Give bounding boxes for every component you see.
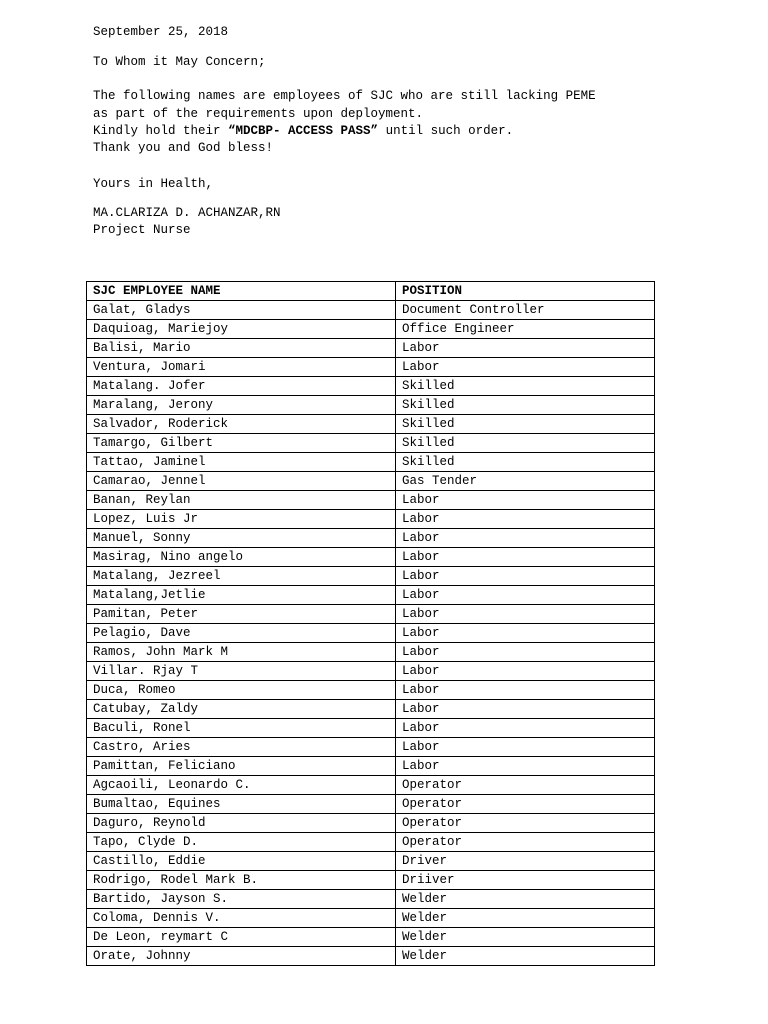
letter-body-line-2: as part of the requirements upon deployment. <box>93 107 424 121</box>
employee-name-cell: Pamittan, Feliciano <box>87 757 396 776</box>
employee-name-cell: Castro, Aries <box>87 738 396 757</box>
header-employee-name: SJC EMPLOYEE NAME <box>87 282 396 301</box>
table-row <box>87 396 655 415</box>
employee-name-cell: Balisi, Mario <box>87 339 396 358</box>
table-row <box>87 643 655 662</box>
position-cell: Labor <box>396 738 655 757</box>
position-cell: Labor <box>396 548 655 567</box>
employee-name-cell: Camarao, Jennel <box>87 472 396 491</box>
table-row <box>87 624 655 643</box>
table-row <box>87 529 655 548</box>
employee-name-cell: Daguro, Reynold <box>87 814 396 833</box>
position-cell: Driiver <box>396 871 655 890</box>
employee-name-cell: Agcaoili, Leonardo C. <box>87 776 396 795</box>
employee-name-cell: Catubay, Zaldy <box>87 700 396 719</box>
table-header-row <box>87 282 655 301</box>
position-cell: Operator <box>396 833 655 852</box>
position-cell: Labor <box>396 719 655 738</box>
employee-name-cell: Ramos, John Mark M <box>87 643 396 662</box>
employee-name-cell: Coloma, Dennis V. <box>87 909 396 928</box>
position-cell: Welder <box>396 928 655 947</box>
position-cell: Skilled <box>396 415 655 434</box>
position-cell: Operator <box>396 814 655 833</box>
position-cell: Skilled <box>396 396 655 415</box>
table-row <box>87 662 655 681</box>
table-row <box>87 890 655 909</box>
position-cell: Office Engineer <box>396 320 655 339</box>
table-row <box>87 301 655 320</box>
employee-name-cell: Matalang. Jofer <box>87 377 396 396</box>
employee-name-cell: Salvador, Roderick <box>87 415 396 434</box>
table-row <box>87 586 655 605</box>
signatory-name: MA.CLARIZA D. ACHANZAR,RN <box>93 206 281 220</box>
table-row <box>87 605 655 624</box>
position-cell: Operator <box>396 795 655 814</box>
position-cell: Labor <box>396 624 655 643</box>
table-row <box>87 681 655 700</box>
table-row <box>87 871 655 890</box>
table-row <box>87 472 655 491</box>
employee-name-cell: Manuel, Sonny <box>87 529 396 548</box>
table-row <box>87 567 655 586</box>
body-line-3-start: Kindly hold their <box>93 124 229 138</box>
table-body <box>87 301 655 966</box>
position-cell: Labor <box>396 700 655 719</box>
position-cell: Labor <box>396 567 655 586</box>
letter-body-line-1: The following names are employees of SJC who are still lacking PEME <box>93 89 596 103</box>
employee-name-cell: Ventura, Jomari <box>87 358 396 377</box>
employee-name-cell: Lopez, Luis Jr <box>87 510 396 529</box>
table-row <box>87 852 655 871</box>
letter-body-line-4: Thank you and God bless! <box>93 141 274 155</box>
position-cell: Labor <box>396 491 655 510</box>
employee-name-cell: Tapo, Clyde D. <box>87 833 396 852</box>
employee-name-cell: Galat, Gladys <box>87 301 396 320</box>
table-row <box>87 757 655 776</box>
table-row <box>87 776 655 795</box>
employee-name-cell: Bumaltao, Equines <box>87 795 396 814</box>
position-cell: Labor <box>396 358 655 377</box>
position-cell: Labor <box>396 586 655 605</box>
position-cell: Skilled <box>396 453 655 472</box>
letter-closing: Yours in Health, <box>93 177 214 191</box>
position-cell: Welder <box>396 890 655 909</box>
position-cell: Driver <box>396 852 655 871</box>
employee-name-cell: Tamargo, Gilbert <box>87 434 396 453</box>
table-row <box>87 320 655 339</box>
table-row <box>87 928 655 947</box>
employee-name-cell: Pamitan, Peter <box>87 605 396 624</box>
employee-name-cell: Orate, Johnny <box>87 947 396 966</box>
employee-name-cell: Pelagio, Dave <box>87 624 396 643</box>
table-row <box>87 377 655 396</box>
table-row <box>87 947 655 966</box>
employee-name-cell: Banan, Reylan <box>87 491 396 510</box>
header-position: POSITION <box>396 282 655 301</box>
table-row <box>87 909 655 928</box>
employee-name-cell: Matalang, Jezreel <box>87 567 396 586</box>
signatory-title: Project Nurse <box>93 223 191 237</box>
employee-name-cell: Bartido, Jayson S. <box>87 890 396 909</box>
employee-name-cell: Tattao, Jaminel <box>87 453 396 472</box>
table-row <box>87 358 655 377</box>
position-cell: Labor <box>396 339 655 358</box>
employee-name-cell: Duca, Romeo <box>87 681 396 700</box>
table-row <box>87 795 655 814</box>
table-row <box>87 510 655 529</box>
table-row <box>87 453 655 472</box>
employee-name-cell: Maralang, Jerony <box>87 396 396 415</box>
position-cell: Labor <box>396 605 655 624</box>
position-cell: Labor <box>396 662 655 681</box>
employee-name-cell: Castillo, Eddie <box>87 852 396 871</box>
position-cell: Labor <box>396 529 655 548</box>
body-line-3-end: until such order. <box>378 124 514 138</box>
access-pass-label: “MDCBP- ACCESS PASS” <box>228 124 379 138</box>
table-row <box>87 491 655 510</box>
position-cell: Gas Tender <box>396 472 655 491</box>
table-row <box>87 339 655 358</box>
letter-date: September 25, 2018 <box>93 25 229 39</box>
position-cell: Skilled <box>396 434 655 453</box>
table-row <box>87 738 655 757</box>
employee-name-cell: De Leon, reymart C <box>87 928 396 947</box>
employee-name-cell: Baculi, Ronel <box>87 719 396 738</box>
employee-name-cell: Masirag, Nino angelo <box>87 548 396 567</box>
position-cell: Document Controller <box>396 301 655 320</box>
position-cell: Labor <box>396 757 655 776</box>
position-cell: Skilled <box>396 377 655 396</box>
employee-name-cell: Rodrigo, Rodel Mark B. <box>87 871 396 890</box>
position-cell: Labor <box>396 681 655 700</box>
letter-salutation: To Whom it May Concern; <box>93 55 266 69</box>
table-row <box>87 415 655 434</box>
position-cell: Welder <box>396 947 655 966</box>
table-row <box>87 548 655 567</box>
employee-name-cell: Daquioag, Mariejoy <box>87 320 396 339</box>
table-row <box>87 833 655 852</box>
table-row <box>87 814 655 833</box>
position-cell: Operator <box>396 776 655 795</box>
employee-table <box>86 281 655 966</box>
letter-body-line-3 <box>93 123 513 140</box>
table-row <box>87 434 655 453</box>
employee-name-cell: Matalang,Jetlie <box>87 586 396 605</box>
employee-name-cell: Villar. Rjay T <box>87 662 396 681</box>
position-cell: Welder <box>396 909 655 928</box>
table-row <box>87 719 655 738</box>
position-cell: Labor <box>396 510 655 529</box>
table-row <box>87 700 655 719</box>
position-cell: Labor <box>396 643 655 662</box>
